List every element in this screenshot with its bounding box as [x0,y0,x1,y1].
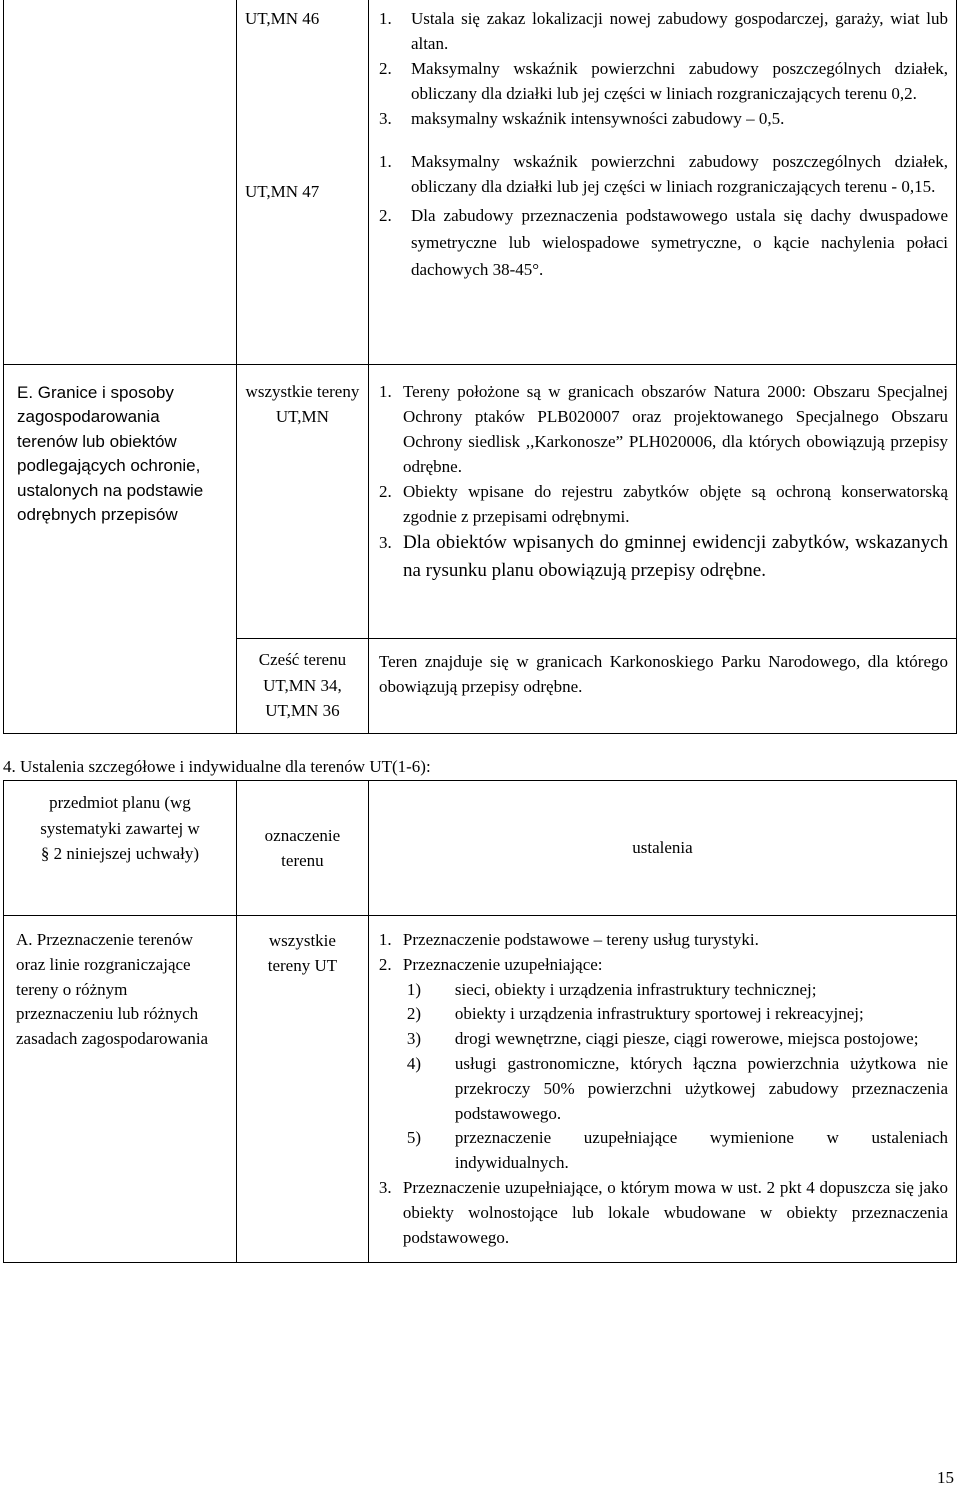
table-row [4,0,957,365]
rule-text: Tereny położone są w granicach obszarów Natura 2000: Obszaru Specjalnej Ochrony ptaków PLB020007 oraz projektowanego Specjalnego Obszaru Ochrony siedlisk ,,Karkonosze” PLH020006, dla których obowiązują przepisy odrębne. [402,382,948,476]
terrain-code: Cześć terenu UT,MN 34, UT,MN 36 [258,650,347,720]
list-item: 1) sieci, obiekty i urządzenia infrastruktury technicznej; [406,979,817,999]
terrain-code-cell: wszystkie tereny UT [236,916,368,1263]
list-item: 5) przeznaczenie uzupełniające wymienione w ustaleniach indywidualnych. [406,1128,948,1173]
rule-text: Obiekty wpisane do rejestru zabytków objęte są ochroną konserwatorską zgodnie z przepisami odrębnymi. [402,482,948,526]
rule-text: Dla zabudowy przeznaczenia podstawowego ustala się dachy dwuspadowe symetryczne lub wielospadowe symetryczne, o kącie nachylenia połaci dachowych 38-45°. [410,206,948,279]
table-row [4,365,957,639]
subject-cell-empty [4,0,237,365]
rules-cell [368,365,956,639]
table-row [4,916,957,1263]
section-heading: 4. Ustalenia szczegółowe i indywidualne dla terenów UT(1-6): [3,757,431,776]
header-code: oznaczenie terenu [236,781,368,916]
rule-text: maksymalny wskaźnik intensywności zabudowy – 0,5. [410,109,785,128]
rule-text: Dla obiektów wpisanych do gminnej ewidencji zabytków, wskazanych na rysunku planu obowiązują przepisy odrębne. [402,532,948,581]
terrain-code: UT,MN 47 [244,182,320,201]
rule-text: Przeznaczenie podstawowe – tereny usług turystyki. [402,930,759,949]
rules-cell [368,639,956,734]
terrain-code-cell [236,639,368,734]
subject-cell [4,365,237,734]
rule-block [379,6,948,131]
rule-number: 3. [378,533,392,552]
terrain-code: wszystkie tereny UT,MN [245,382,360,426]
rule-text: Ustala się zakaz lokalizacji nowej zabudowy gospodarczej, garaży, wiat lub altan. [410,9,948,53]
section4-table [3,780,957,1263]
terrain-code-cell [236,0,368,365]
rule-number: 2. [378,206,392,225]
table-header-row [4,781,957,916]
rule-text: Teren znajduje się w granicach Karkonoskiego Parku Narodowego, dla którego obowiązują przepisy odrębne. [378,652,948,696]
rule-text: Przeznaczenie uzupełniające, o którym mowa w ust. 2 pkt 4 dopuszcza się jako obiekty wolnostojące lub lokale wbudowane w obiekty przeznaczenia podstawowego. [402,1177,948,1247]
rule-text: Maksymalny wskaźnik powierzchni zabudowy poszczególnych działek, obliczany dla działki lub jej części w liniach rozgraniczających terenu - 0,15. [410,152,948,196]
rule-text: Maksymalny wskaźnik powierzchni zabudowy poszczególnych działek, obliczany dla działki lub jej części w liniach rozgraniczających terenu 0,2. [410,59,948,103]
rule-number: 1. [378,9,392,28]
rule-text: Przeznaczenie uzupełniające: [402,954,603,974]
page-number: 15 [937,1468,954,1487]
list-item: 4) usługi gastronomiczne, których łączna powierzchnia użytkowa nie przekroczy 50% powierzchni użytkowej zabudowy przeznaczenia podstawowego. [406,1053,948,1123]
rules-cell [368,916,956,1263]
subject-cell: A. Przeznaczenie terenów oraz linie rozgraniczające tereny o różnym przeznaczeniu lub różnych zasadach zagospodarowania [4,916,237,1263]
rules-cell [368,0,956,365]
header-subject: przedmiot planu (wg systematyki zawartej w § 2 niniejszej uchwały) [4,781,237,916]
rule-number: 2. [378,59,392,78]
rule-number: 3. [378,109,392,128]
rule-number: 1. [378,930,392,949]
section-e-subject: E. Granice i sposoby zagospodarowania terenów lub obiektów podlegających ochronie, ustalonych na podstawie odrębnych przepisów [17,383,204,525]
rule-number: 2. [378,954,392,974]
terrain-code-cell [236,365,368,639]
list-item: 2) obiekty i urządzenia infrastruktury sportowej i rekreacyjnej; [406,1004,864,1024]
rule-number: 2. [378,482,392,501]
list-item: 3) drogi wewnętrzne, ciągi piesze, ciągi rowerowe, miejsca postojowe; [406,1029,919,1049]
terrain-code: UT,MN 46 [244,9,320,28]
rule-number: 1. [378,152,392,171]
top-table [3,0,957,734]
rule-number: 1. [378,382,392,401]
rule-block [379,149,948,283]
header-rules: ustalenia [368,781,956,916]
rule-number: 3. [378,1177,392,1197]
